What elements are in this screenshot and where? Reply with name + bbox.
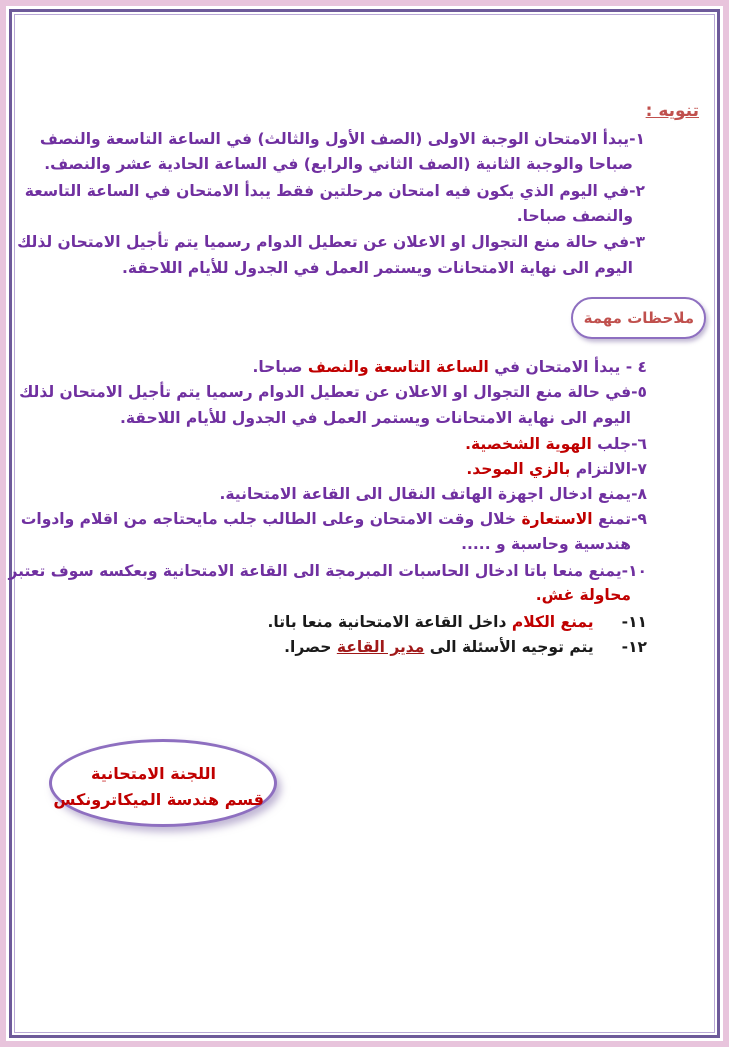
note-9-text-c: خلال وقت الامتحان وعلى الطالب جلب مايحتاجه من اقلام وادوات <box>20 510 522 528</box>
note-12-text-a: يتم توجيه الأسئلة الى <box>424 638 594 656</box>
committee-stamp <box>49 739 277 827</box>
note-6-highlight: الهوية الشخصية. <box>465 435 592 453</box>
important-notes-label: ملاحظات مهمة <box>583 309 694 327</box>
note-4-highlight: الساعة التاسعة والنصف <box>307 358 489 376</box>
note-12-number: ١٢- <box>621 638 647 656</box>
note-7-highlight: بالزي الموحد. <box>466 460 571 478</box>
note-8: ٨-يمنع ادخال اجهزة الهاتف النقال الى القاعة الامتحانية. <box>219 485 647 503</box>
note-5-line-2: اليوم الى نهاية الامتحانات ويستمر العمل في الجدول للأيام اللاحقة. <box>120 409 631 427</box>
important-notes-badge <box>571 297 706 339</box>
notice-item-1-line-1: ١-يبدأ الامتحان الوجبة الاولى (الصف الأول والثالث) في الساعة التاسعة والنصف <box>39 130 645 148</box>
note-5-line-1: ٥-في حالة منع التجوال او الاعلان عن تعطيل الدوام رسميا يتم تأجيل الامتحان لذلك <box>19 383 647 401</box>
note-9-highlight: الاستعارة <box>521 510 593 528</box>
notice-item-2-line-2: والنصف صباحا. <box>516 207 633 225</box>
note-9-line-2: هندسية وحاسبة و ..... <box>461 535 631 553</box>
note-7-text-a: ٧-الالتزام <box>570 460 647 478</box>
note-12-highlight: مدير القاعة <box>336 638 425 656</box>
note-12-text-c: حصرا. <box>284 638 337 656</box>
note-12 <box>284 637 647 657</box>
notice-item-2-line-1: ٢-في اليوم الذي يكون فيه امتحان مرحلتين فقط يبدأ الامتحان في الساعة التاسعة <box>24 182 645 200</box>
note-9-text-a: ٩-تمنع <box>592 510 647 528</box>
notice-item-1-line-2: صباحا والوجبة الثانية (الصف الثاني والرابع) في الساعة الحادية عشر والنصف. <box>44 155 633 173</box>
committee-title: اللجنة الامتحانية <box>91 764 216 783</box>
note-11-text-b: داخل القاعة الامتحانية منعا باتا. <box>267 613 512 631</box>
note-9-line-1 <box>21 509 647 529</box>
note-10-line-1: ١٠-يمنع منعا باتا ادخال الحاسبات المبرمجة الى القاعة الامتحانية وبعكسه سوف تعتبر <box>8 562 647 580</box>
note-10-line-2: محاولة غش. <box>535 586 631 604</box>
note-11-highlight: يمنع الكلام <box>511 613 594 631</box>
notice-item-3-line-1: ٣-في حالة منع التجوال او الاعلان عن تعطيل الدوام رسميا يتم تأجيل الامتحان لذلك <box>17 233 645 251</box>
note-11-number: ١١- <box>621 613 647 631</box>
notice-item-3-line-2: اليوم الى نهاية الامتحانات ويستمر العمل في الجدول للأيام اللاحقة. <box>122 259 633 277</box>
note-6 <box>465 434 647 454</box>
department-name: قسم هندسة الميكاترونكس <box>53 790 264 809</box>
note-6-text-a: ٦-جلب <box>591 435 647 453</box>
note-4-text-a: ٤ - يبدأ الامتحان في <box>488 358 647 376</box>
note-7 <box>466 459 647 479</box>
note-11 <box>267 612 647 632</box>
notice-heading: تنويه : <box>645 101 699 121</box>
note-4 <box>252 357 647 377</box>
note-4-text-c: صباحا. <box>252 358 308 376</box>
